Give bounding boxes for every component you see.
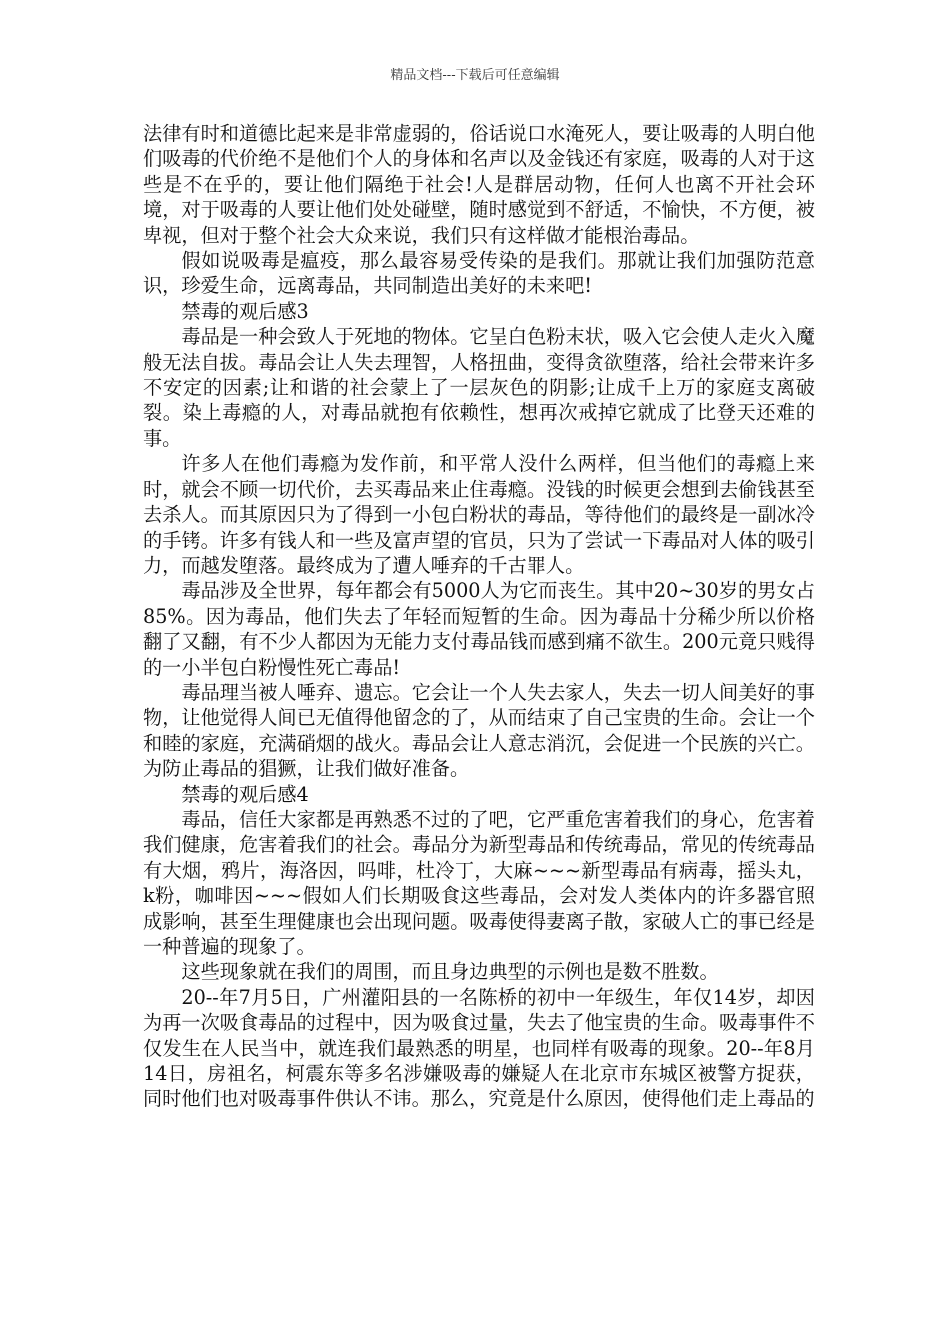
paragraph: 20--年7月5日，广州灌阳县的一名陈桥的初中一年级生，年仅14岁，却因为再一次吸食毒品的过程中，因为吸食过量，失去了他宝贵的生命。吸毒事件不仅发生在人民当中，就连我们最熟悉的明星，也同样有吸毒的现象。20--年8月14日，房祖名，柯震东等多名涉嫌吸毒的嫌疑人在北京市东城区被警方捉获，同时他们也对吸毒事件供认不讳。那么，究竟是什么原因，使得他们走上毒品的 [143, 985, 815, 1111]
document-body [143, 121, 815, 1112]
paragraph: 许多人在他们毒瘾为发作前，和平常人没什么两样，但当他们的毒瘾上来时，就会不顾一切代价，去买毒品来止住毒瘾。没钱的时候更会想到去偷钱甚至去杀人。而其原因只为了得到一小包白粉状的毒品，等待他们的最终是一副冰冷的手铐。许多有钱人和一些及富声望的官员，只为了尝试一下毒品对人体的吸引力，而越发堕落。最终成为了遭人唾弃的千古罪人。 [143, 452, 815, 577]
section-heading: 禁毒的观后感3 [181, 299, 309, 323]
paragraph: 毒品涉及全世界，每年都会有5000人为它而丧生。其中20~30岁的男女占85%。因为毒品，他们失去了年轻而短暂的生命。因为毒品十分稀少所以价格翻了又翻，有不少人都因为无能力支付毒品钱而感到痛不欲生。200元竟只贱得的一小半包白粉慢性死亡毒品! [143, 579, 815, 679]
paragraph: 这些现象就在我们的周围，而且身边典型的示例也是数不胜数。 [181, 960, 719, 984]
page-header: 精品文档---下载后可任意编辑 [390, 68, 560, 83]
paragraph: 毒品理当被人唾弃、遗忘。它会让一个人失去家人，失去一切人间美好的事物，让他觉得人间已无值得他留念的了，从而结束了自己宝贵的生命。会让一个和睦的家庭，充满硝烟的战火。毒品会让人意志消沉，会促进一个民族的兴亡。为防止毒品的猖獗，让我们做好准备。 [143, 680, 815, 781]
paragraph: 假如说吸毒是瘟疫，那么最容易受传染的是我们。那就让我们加强防范意识，珍爱生命，远离毒品，共同制造出美好的未来吧! [143, 249, 815, 298]
paragraph: 毒品，信任大家都是再熟悉不过的了吧，它严重危害着我们的身心，危害着我们健康，危害着我们的社会。毒品分为新型毒品和传统毒品，常见的传统毒品有大烟，鸦片，海洛因，吗啡，杜冷丁，大麻~~~新型毒品有病毒，摇头丸，k粉，咖啡因~~~假如人们长期吸食这些毒品，会对发人类体内的许多器官照成影响，甚至生理健康也会出现问题。吸毒使得妻离子散，家破人亡的事已经是一种普遍的现象了。 [143, 807, 815, 958]
section-heading: 禁毒的观后感4 [181, 782, 309, 806]
paragraph: 毒品是一种会致人于死地的物体。它呈白色粉末状，吸入它会使人走火入魔般无法自拔。毒品会让人失去理智，人格扭曲，变得贪欲堕落，给社会带来许多不安定的因素;让和谐的社会蒙上了一层灰色的阴影;让成千上万的家庭支离破裂。染上毒瘾的人，对毒品就抱有依赖性，想再次戒掉它就成了比登天还难的事。 [143, 325, 815, 450]
paragraph: 法律有时和道德比起来是非常虚弱的，俗话说口水淹死人，要让吸毒的人明白他们吸毒的代价绝不是他们个人的身体和名声以及金钱还有家庭，吸毒的人对于这些是不在乎的，要让他们隔绝于社会!人是群居动物，任何人也离不开社会环境，对于吸毒的人要让他们处处碰壁，随时感觉到不舒适，不愉快，不方便，被卑视，但对于整个社会大众来说，我们只有这样做才能根治毒品。 [143, 122, 815, 247]
